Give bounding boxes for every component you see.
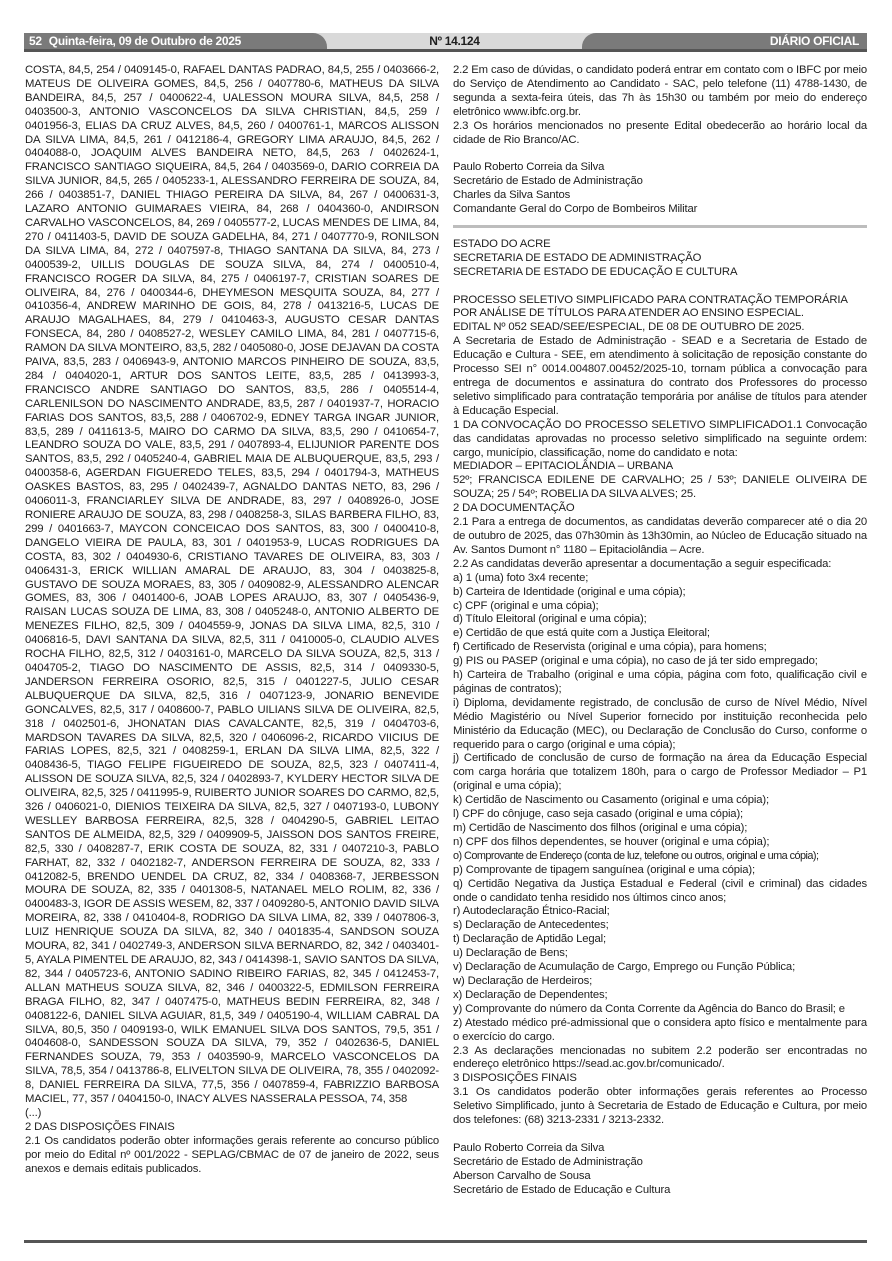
section-title-final: 2 DAS DISPOSIÇÕES FINAIS [25, 1120, 175, 1133]
document-item: l) CPF do cônjuge, caso seja casado (original e uma cópia); [453, 808, 744, 821]
document-item: m) Certidão de Nascimento dos filhos (original e uma cópia); [453, 822, 748, 834]
signature-line: Paulo Roberto Correia da Silva [453, 161, 605, 174]
signature-line: Secretário de Estado de Educação e Cultura [453, 1183, 671, 1196]
document-item: a) 1 (uma) foto 3x4 recente; [453, 571, 589, 584]
signature-line: Comandante Geral do Corpo de Bombeiros Militar [453, 203, 698, 216]
item-3-1-info: 3.1 Os candidatos poderão obter informações gerais referentes ao Processo Seletivo Simplificado, junto à Secretaria de Estado de Educação e Cultura, por meio dos telefones: (68) 3213-2331 / 3213-2332. [453, 1086, 867, 1127]
document-item: y) Comprovante do número da Conta Corrente da Agência do Banco do Brasil; e [453, 1002, 845, 1015]
signature-line: Charles da Silva Santos [453, 189, 571, 202]
document-item: d) Título Eleitoral (original e uma cópia); [453, 613, 647, 626]
right-column [453, 64, 867, 1197]
signature-line: Paulo Roberto Correia da Silva [453, 1141, 605, 1154]
section-separator [453, 225, 867, 228]
section-2-title: 2 DA DOCUMENTAÇÃO [453, 502, 575, 515]
item-2-3-hours: 2.3 Os horários mencionados no presente Edital obedecerão ao horário local da cidade de Rio Branco/AC. [453, 119, 867, 146]
page-header [24, 33, 867, 49]
header-left-tab [24, 33, 327, 49]
document-item: k) Certidão de Nascimento ou Casamento (original e uma cópia); [453, 794, 769, 807]
document-item: i) Diploma, devidamente registrado, de conclusão de curso de Nível Médio, Nível Médio Magistério ou Nível Superior fornecido por instituição reconhecida pelo Ministério da Educação (MEC), ou Declaração de Conclusão do Curso, conforme o requerido para o cargo (original e uma cópia); [453, 696, 867, 751]
page-number: 52 [29, 34, 42, 48]
document-item: w) Declaração de Herdeiros; [453, 974, 593, 987]
section-1-convocacao: 1 DA CONVOCAÇÃO DO PROCESSO SELETIVO SIMPLIFICADO1.1 Convocação das candidatas aprovadas no processo seletivo simplificado na seguinte ordem: cargo, município, classificação, nome do candidato e nota: [453, 418, 867, 459]
convocados-list: 52º; FRANCISCA EDILENE DE CARVALHO; 25 / 53º; DANIELE OLIVEIRA DE SOUZA; 25 / 54º; ROBELIA DA SILVA ALVES; 25. [453, 474, 867, 501]
document-item: v) Declaração de Acumulação de Cargo, Emprego ou Função Pública; [453, 961, 796, 974]
item-2-1-entrega: 2.1 Para a entrega de documentos, as candidatas deverão comparecer até o dia 20 de outubro de 2025, das 07h30min às 13h30min, ao Núcleo de Educação situado na Av. Santos Dumont n° 1180 – Epitaciolândia – Acre. [453, 516, 867, 556]
edital-title: PROCESSO SELETIVO SIMPLIFICADO PARA CONTRATAÇÃO TEMPORÁRIA POR ANÁLISE DE TÍTULOS PARA ATENDER AO ENSINO ESPECIAL. [453, 293, 848, 320]
item-2-2-contact: 2.2 Em caso de dúvidas, o candidato poderá entrar em contato com o IBFC por meio do Serviço de Atendimento ao Candidato - SAC, pelo telefone (11) 4788-1430, de segunda a sexta-feira úteis, das 7h às 15h30 ou também por meio do endereço eletrônico www.ibfc.org.br. [453, 64, 867, 118]
header-date: Quinta-feira, 09 de Outubro de 2025 [48, 34, 242, 48]
signature-line: Aberson Carvalho de Sousa [453, 1169, 591, 1182]
issue-number: Nº 14.124 [429, 34, 480, 48]
edital-number: EDITAL Nº 052 SEAD/SEE/ESPECIAL, DE 08 DE OUTUBRO DE 2025. [453, 321, 805, 334]
document-item: j) Certificado de conclusão de curso de formação na área da Educação Especial com carga horária que totalizem 180h, para o cargo de Professor Mediador – P1 (original e uma cópia); [453, 752, 867, 793]
document-item: t) Declaração de Aptidão Legal; [453, 933, 606, 946]
document-item: x) Declaração de Dependentes; [453, 988, 608, 1001]
document-item: b) Carteira de Identidade (original e uma cópia); [453, 585, 686, 598]
document-item: p) Comprovante de tipagem sanguínea (original e uma cópia); [453, 863, 755, 876]
document-item: e) Certidão de que está quite com a Justiça Eleitoral; [453, 627, 710, 640]
document-item: r) Autodeclaração Étnico-Racial; [453, 905, 610, 918]
document-item: f) Certificado de Reservista (original e uma cópia), para homens; [453, 641, 767, 654]
document-item: n) CPF dos filhos dependentes, se houver (original e uma cópia); [453, 835, 770, 848]
signature-line: Secretário de Estado de Administração [453, 1155, 643, 1168]
agency-line: SECRETARIA DE ESTADO DE ADMINISTRAÇÃO [453, 251, 702, 264]
document-item: q) Certidão Negativa da Justiça Estadual e Federal (civil e criminal) das cidades onde o candidato tenha residido nos últimos cinco anos; [453, 877, 867, 904]
edital-intro: A Secretaria de Estado de Administração - SEAD e a Secretaria de Estado de Educação e Cultura - SEE, em atendimento à solicitação de reposição constante do Processo SEI n° 0014.004807.00452/2025-10, tornam pública a convocação para entrega de documentos e assinatura do contrato dos Professores do processo seletivo simplificado para contratação temporária por análise de títulos para atender à Educação Especial. [453, 335, 867, 417]
document-item: c) CPF (original e uma cópia); [453, 599, 599, 612]
signature-line: Secretário de Estado de Administração [453, 175, 643, 188]
candidate-list: COSTA, 84,5, 254 / 0409145-0, RAFAEL DANTAS PADRAO, 84,5, 255 / 0403666-2, MATEUS DE OLIVEIRA GOMES, 84,5, 256 / 0407780-6, MATHEUS DA SILVA BANDEIRA, 84,5, 257 / 0400622-4, UALESSON MOURA SILVA, 84,5, 258 / 0403500-3, ANTONIO VASCONCELOS DA SILVA CHRISTIAN, 84,5, 259 / 0401956-3, ELIAS DA CRUZ ALVES, 84,5, 260 / 0400761-1, MARCOS ALISSON DA SILVA LIMA, 84,5, 261 / 0412186-4, GREGORY LIMA ARAUJO, 84,5, 262 / 0404088-0, JOAQUIM ALVES BANDEIRA NETO, 84,5, 263 / 0402624-1, FRANCISCO SANTIAGO SIQUEIRA, 84,5, 264 / 0403569-0, DARIO CORREIA DA SILVA JUNIOR, 84,5, 265 / 0405233-1, ALESSANDRO FERREIRA DE SOUZA, 84, 266 / 0403851-7, DANIEL THIAGO PEREIRA DA SILVA, 84, 267 / 0400631-3, LAZARO ANTONIO GUIMARAES VIEIRA, 84, 268 / 0404360-0, ANDIRSON CARVALHO VASCONCELOS, 84, 269 / 0405577-2, LUCAS MENDES DE LIMA, 84, 270 / 0411403-5, DAVID DE SOUZA GADELHA, 84, 271 / 0407770-9, RONILSON DA SILVA LIMA, 84, 272 / 0407597-8, THIAGO SANTANA DA SILVA, 84, 273 / 0400539-2, UILLIS DOUGLAS DE SOUZA SILVA, 84, 274 / 0400510-4, FRANCISCO ROGER DA SILVA, 84, 275 / 0406197-7, CRISTIAN SOARES DE OLIVEIRA, 84, 276 / 0400344-6, DHEYMESON MESQUITA SOUZA, 84, 277 / 0410356-4, ANDREW MARINHO DE GOIS, 84, 278 / 0413216-5, LUCAS DE ARAUJO MAGALHAES, 84, 279 / 0410463-3, AUGUSTO CESAR DANTAS FONSECA, 84, 280 / 0408527-2, WESLEY CAMILO LIMA, 84, 281 / 0407715-6, RAMON DA SILVA MONTEIRO, 83,5, 282 / 0405080-0, JOSE DEJAVAN DA COSTA PAIVA, 83,5, 283 / 0406943-9, ANTONIO MARCOS PINHEIRO DE SOUZA, 83,5, 284 / 0404020-1, ARTUR DOS SANTOS LEITE, 83,5, 285 / 0413993-3, FRANCISCO ANDRE SANTIAGO DO SANTOS, 83,5, 286 / 0405514-4, CARLENILSON DO NASCIMENTO ANDRADE, 83,5, 287 / 0401937-7, HORACIO FARIAS DOS SANTOS, 83,5, 288 / 0406702-9, EDNEY TARGA INGAR JUNIOR, 83,5, 289 / 0411613-5, MAIRO DO CARMO DA SILVA, 83,5, 290 / 0410654-7, LEANDRO SOUZA DO VALE, 83,5, 291 / 0407893-4, ELIJUNIOR PARENTE DOS SANTOS, 83,5, 292 / 0405240-4, GABRIEL MAIA DE ALBUQUERQUE, 83,5, 293 / 0400358-6, AGERDAN FIGUEREDO TELES, 83,5, 294 / 0401794-3, MATHEUS OASKES BASTOS, 83, 295 / 0402439-7, AGNALDO DANTAS NETO, 83, 296 / 0406011-3, FRANCIARLEY SILVA DE ANDRADE, 83, 297 / 0408926-0, JOSE RONIERE ARAUJO DE SOUZA, 83, 298 / 0408258-3, SILAS BARBERA FILHO, 83, 299 / 0401663-7, MAYCON CONCEICAO DOS SANTOS, 83, 300 / 0400410-8, DANGELO VIEIRA DE PAULA, 83, 301 / 0401953-9, LUCAS RODRIGUES DA COSTA, 83, 302 / 0404930-6, CRISTIANO TAVARES DE OLIVEIRA, 83, 303 / 0406431-3, ERICK WILLIAN AMARAL DE ARAUJO, 83, 304 / 0403825-8, GUSTAVO DE SOUZA MORAES, 83, 305 / 0409082-9, ALESSANDRO ALENCAR GOMES, 83, 306 / 0401400-6, JOAB LOPES ARAUJO, 83, 307 / 0405436-9, RAISAN LUCAS SOUZA DE LIMA, 83, 308 / 0405248-0, ANTONIO ALBERTO DE MENEZES FILHO, 82,5, 309 / 0404559-9, JONAS DA SILVA LIMA, 82,5, 310 / 0406816-5, DAVI SANTANA DA SILVA, 82,5, 311 / 0410005-0, CLAUDIO ALVES ROCHA FILHO, 82,5, 312 / 0403161-0, MARCELO DA SILVA SOUZA, 82,5, 313 / 0404705-2, TIAGO DO NASCIMENTO DE ASSIS, 82,5, 314 / 0409330-5, JANDERSON FERREIRA OSORIO, 82,5, 315 / 0401227-5, JULIO CESAR ALBUQUERQUE DA SILVA, 82,5, 316 / 0407123-9, JONARIO BENEVIDE GONCALVES, 82,5, 317 / 0408600-7, PABLO UILIANS SILVA DE OLIVEIRA, 82,5, 318 / 0402501-6, JHONATAN DIAS CAVALCANTE, 82,5, 319 / 0404703-6, MARDSON TAVARES DA SILVA, 82,5, 320 / 0406096-2, RICARDO VIICIUS DE FARIAS LOPES, 82,5, 321 / 0408259-1, ERLAN DA SILVA LIMA, 82,5, 322 / 0408436-5, TIAGO FELIPE FIGUEIREDO DE SOUZA, 82,5, 323 / 0407411-4, ALISSON DE SOUZA SILVA, 82,5, 324 / 0402893-7, KYLDERY HECTOR SILVA DE OLIVEIRA, 82,5, 325 / 0411995-9, RUIBERTO JUNIOR SOARES DO CARMO, 82,5, 326 / 0406021-0, DIENIOS TEIXEIRA DA SILVA, 82,5, 327 / 0407193-0, LUBONY WESLLEY BARBOSA FERREIRA, 82,5, 328 / 0404290-5, GABRIEL LEITAO SANTOS DE ALMEIDA, 82,5, 329 / 0409909-5, JAISSON DOS SANTOS FREIRE, 82,5, 330 / 0408287-7, ERIK COSTA DE SOUZA, 82, 331 / 0407210-3, PABLO FARHAT, 82, 332 / 0402182-7, ANDERSON FERREIRA DE SOUZA, 82, 333 / 0412082-5, BRENDO UENDEL DA CRUZ, 82, 334 / 0408368-7, JERBESSON MOURA DE SOUZA, 82, 335 / 0401308-5, NATANAEL MELO ROLIM, 82, 336 / 0400483-3, IGOR DE ASSIS WESEM, 82, 337 / 0409280-5, ANTONIO DAVID SILVA MOREIRA, 82, 338 / 0410404-8, RODRIGO DA SILVA LIMA, 82, 339 / 0407806-3, LUIZ HENRIQUE SOUZA DA SILVA, 82, 340 / 0401835-4, SANDSON SOUZA MOURA, 82, 341 / 0402749-3, ANDERSON SILVA BERNARDO, 82, 342 / 0403401-5, AYALA PIMENTEL DE ARAUJO, 82, 343 / 0414398-1, SAVIO SANTOS DA SILVA, 82, 344 / 0405723-6, ANTONIO SADINO RIBEIRO FARIAS, 82, 345 / 0412453-7, ALLAN MATHEUS SOUZA SILVA, 82, 346 / 0400322-5, EDMILSON FERREIRA BRAGA FILHO, 82, 347 / 0407475-0, MATHEUS BEDIN FERREIRA, 82, 348 / 0408122-6, DANIEL SILVA AGUIAR, 81,5, 349 / 0405190-4, WILLIAM CABRAL DA SILVA, 80,5, 350 / 0409193-0, WILK EMANUEL SILVA DOS SANTOS, 79,5, 351 / 0404608-0, SANDESSON SOUZA DA SILVA, 79, 352 / 0402636-5, DANIEL FERNANDES SOUZA, 79, 353 / 0403590-9, MARCELO VASCONCELOS DA SILVA, 78,5, 354 / 0413786-8, ELIVELTON SILVA DE OLIVEIRA, 78, 355 / 0402092-8, DANIEL FERREIRA DA SILVA, 77,5, 356 / 0407859-4, FABRIZZIO BARBOSA MACIEL, 77, 357 / 0404150-0, INACY ALVES NASSERALA PESSOA, 74, 358 [25, 64, 439, 1106]
document-item: u) Declaração de Bens; [453, 947, 568, 960]
document-item: s) Declaração de Antecedentes; [453, 919, 609, 932]
item-2-2-documentacao: 2.2 As candidatas deverão apresentar a documentação a seguir especificada: [453, 557, 832, 570]
left-column [25, 64, 439, 1177]
section-text-final: 2.1 Os candidatos poderão obter informações gerais referente ao concurso público por meio do Edital nº 001/2022 - SEPLAG/CBMAC de 07 de janeiro de 2022, seus anexos e demais editais publicados. [25, 1134, 439, 1175]
section-3-title: 3 DISPOSIÇÕES FINAIS [453, 1072, 577, 1085]
header-rule [24, 49, 867, 52]
document-item: g) PIS ou PASEP (original e uma cópia), no caso de já ter sido empregado; [453, 655, 818, 668]
publication-name: DIÁRIO OFICIAL [582, 33, 867, 49]
ellipsis: (...) [25, 1106, 42, 1119]
agency-line: ESTADO DO ACRE [453, 237, 551, 250]
position-line: MEDIADOR – EPITACIOLÂNDIA – URBANA [453, 460, 674, 473]
document-item: z) Atestado médico pré-admissional que o considera apto físico e mentalmente para o exercício do cargo. [453, 1016, 867, 1043]
footer-rule [24, 1240, 867, 1243]
document-item: h) Carteira de Trabalho (original e uma cópia, página com foto, qualificação civil e páginas de contratos); [453, 669, 867, 695]
agency-line: SECRETARIA DE ESTADO DE EDUCAÇÃO E CULTURA [453, 265, 738, 278]
document-item: o) Comprovante de Endereço (conta de luz, telefone ou outros, original e uma cópia); [453, 849, 819, 862]
item-2-3-declaracoes: 2.3 As declarações mencionadas no subitem 2.2 poderão ser encontradas no endereço eletrônico https://sead.ac.gov.br/comunicado/. [453, 1044, 867, 1071]
